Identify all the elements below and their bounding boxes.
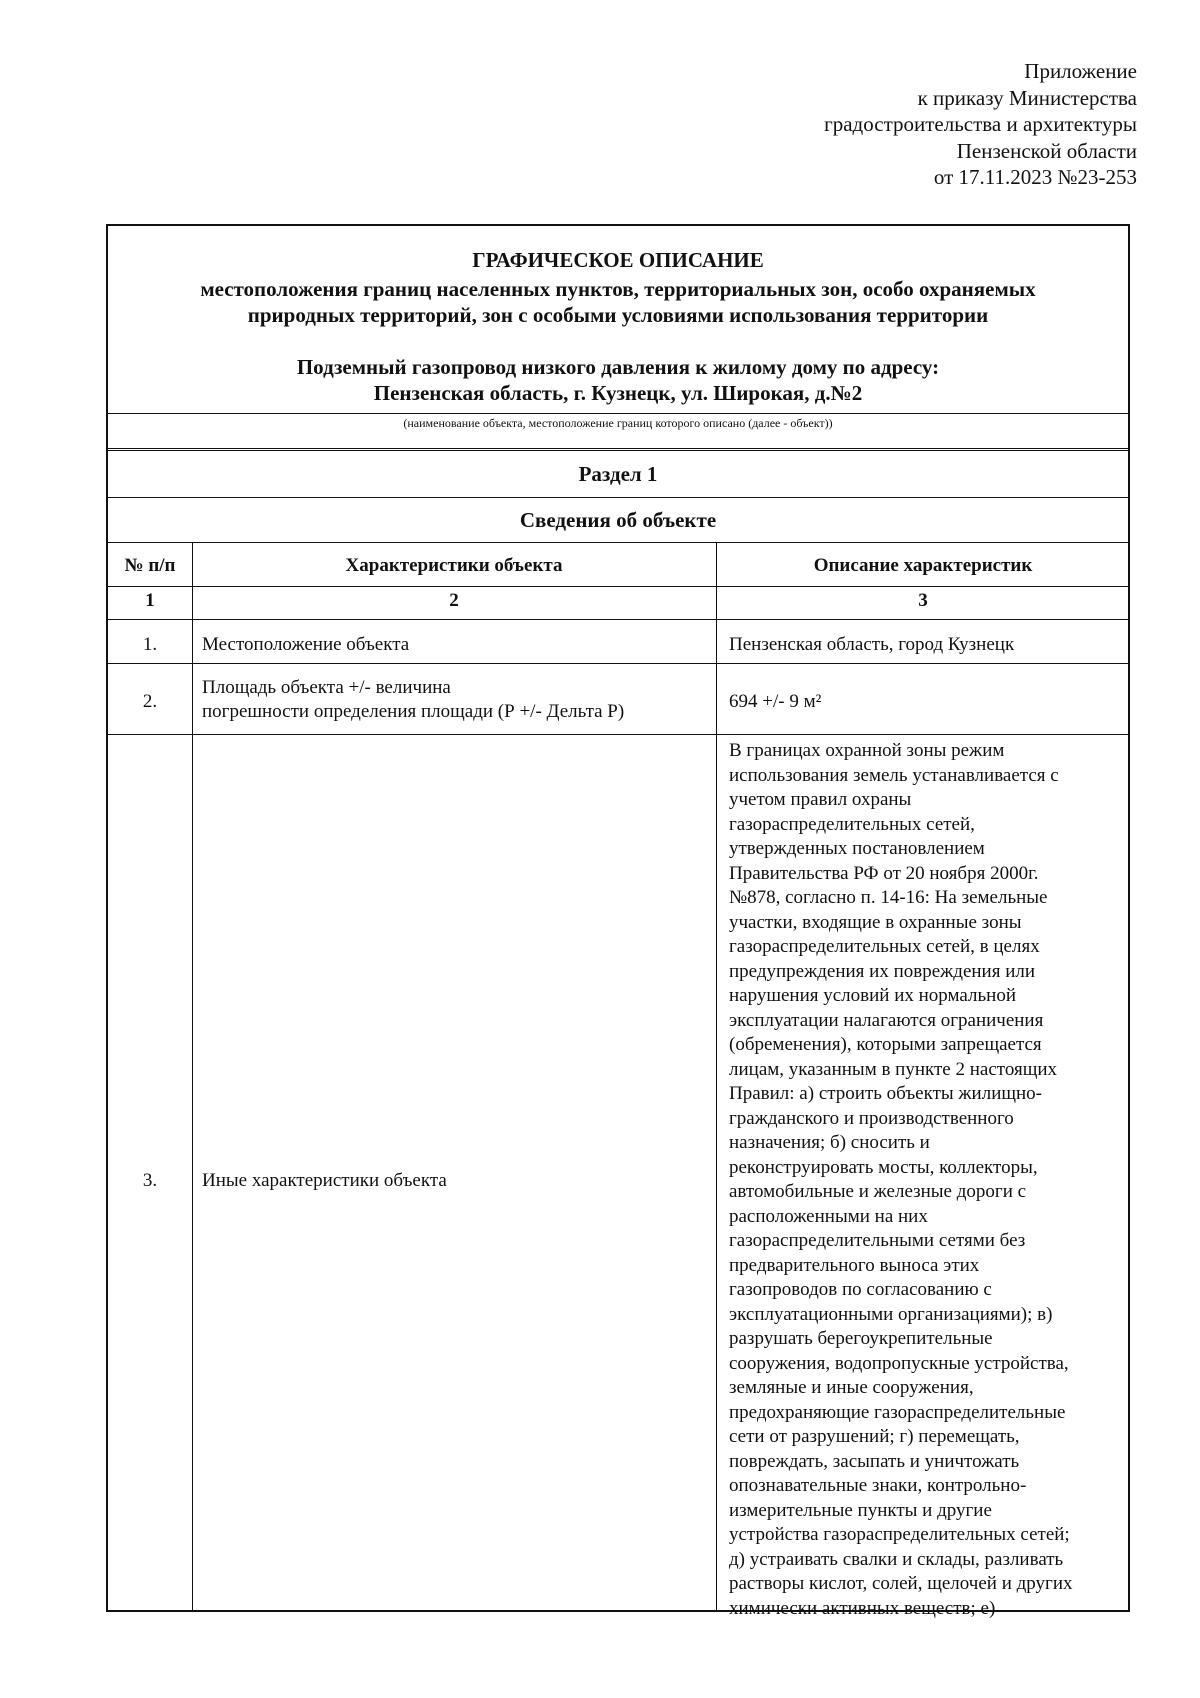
divider [108,586,1128,587]
description-line: сооружения, водопропускные устройства, [729,1352,1069,1374]
description-line: назначения; б) сносить и [729,1132,930,1153]
divider [108,542,1128,543]
description-line: д) устраивать свалки и склады, разливать [729,1548,1064,1570]
characteristic-line: Площадь объекта +/- величина [202,677,451,698]
description-line: утвержденных постановлением [729,838,985,859]
description-line: нарушения условий их нормальной [729,985,1016,1006]
description-line: повреждать, засыпать и уничтожать [729,1450,1020,1472]
description-line: использования земель устанавливается с [729,764,1059,786]
divider [108,734,1128,735]
description-line: предупреждения их повреждения или [729,960,1036,982]
description-line: химически активных веществ; е) [729,1597,996,1619]
object-line: Подземный газопровод низкого давления к жилому дому по адресу: [296,355,940,379]
row-characteristic [202,676,707,724]
appendix-line: Пензенской области [956,138,1137,163]
description-line: эксплуатационными организациями); в) [729,1303,1053,1325]
object-name [108,354,1128,406]
description-line: В границах охранной зоны режим [729,740,1005,761]
column-number: 3 [918,590,928,611]
description-line: автомобильные и железные дороги с [729,1181,1027,1202]
description-line: реконструировать мосты, коллекторы, [729,1156,1038,1178]
appendix-line: градостроительства и архитектуры [824,112,1137,136]
column-header-number: № п/п [124,555,176,576]
description-line: растворы кислот, солей, щелочей и других [729,1573,1073,1594]
document-table [106,224,1130,1619]
document-title: ГРАФИЧЕСКОЕ ОПИСАНИЕ [472,248,764,272]
appendix-block [617,58,1137,191]
description-line: газопроводов по согласованию с [729,1279,992,1300]
divider [108,663,1128,664]
row-description: Пензенская область, город Кузнецк [729,634,1015,655]
row-number: 3. [142,1170,158,1191]
description-line: газораспределительных сетей, в целях [729,936,1040,957]
description-line: гражданского и производственного [729,1107,1014,1129]
column-header-description: Описание характеристик [813,555,1033,576]
row-number: 1. [142,634,158,655]
section-title: Раздел 1 [578,462,658,486]
description-line: измерительные пункты и другие [729,1499,992,1521]
row-description: 694 +/- 9 м² [729,691,822,712]
section-subtitle: Сведения об объекте [519,508,717,532]
appendix-line: от 17.11.2023 №23-253 [933,165,1137,189]
description-line: Правил: а) строить объекты жилищно- [729,1083,1042,1104]
row-characteristic: Местоположение объекта [202,634,410,655]
characteristic-line: погрешности определения площади (Р +/- Дельта Р) [202,701,625,722]
divider [108,619,1128,620]
description-line: Правительства РФ от 20 ноября 2000г. [729,862,1039,884]
column-number: 1 [145,590,155,611]
description-line: разрушать берегоукрепительные [729,1328,993,1349]
description-line: участки, входящие в охранные зоны [729,911,1022,933]
appendix-line: к приказу Министерства [917,85,1137,110]
description-line: №878, согласно п. 14-16: На земельные [729,887,1048,908]
description-line: газораспределительных сетей, [729,813,975,835]
subtitle-line: местоположения границ населенных пунктов, территориальных зон, особо охраняемых [200,277,1036,301]
document-subtitle [108,276,1128,328]
divider [108,450,1128,451]
description-line: учетом правил охраны [729,789,912,810]
row-characteristic: Иные характеристики объекта [202,1170,447,1191]
description-line: предохраняющие газораспределительные [729,1401,1066,1423]
description-line: устройства газораспределительных сетей; [729,1524,1070,1545]
object-line: Пензенская область, г. Кузнецк, ул. Широкая, д.№2 [373,381,863,405]
column-header-characteristic: Характеристики объекта [345,555,563,576]
column-divider [192,542,193,1612]
object-caption: (наименование объекта, местоположение границ которого описано (далее - объект)) [403,416,833,430]
description-line: газораспределительными сетями без [729,1230,1026,1251]
title-block [108,226,1128,418]
description-line: опознавательные знаки, контрольно- [729,1475,1027,1496]
appendix-line: Приложение [1024,59,1137,83]
column-divider [716,542,717,1612]
divider [108,413,1128,414]
description-line: эксплуатации налагаются ограничения [729,1009,1044,1031]
description-line: расположенными на них [729,1205,928,1227]
row-number: 2. [142,691,158,712]
description-line: лицам, указанным в пункте 2 настоящих [729,1058,1058,1080]
divider [108,497,1128,498]
column-number: 2 [449,590,459,611]
row-description-long [729,739,1127,1621]
description-line: предварительного выноса этих [729,1254,980,1276]
description-line: (обременения), которыми запрещается [729,1034,1042,1055]
description-line: земляные и иные сооружения, [729,1377,974,1398]
subtitle-line: природных территорий, зон с особыми условиями использования территории [247,303,989,327]
description-line: сети от разрушений; г) перемещать, [729,1426,1020,1447]
divider [108,448,1128,449]
